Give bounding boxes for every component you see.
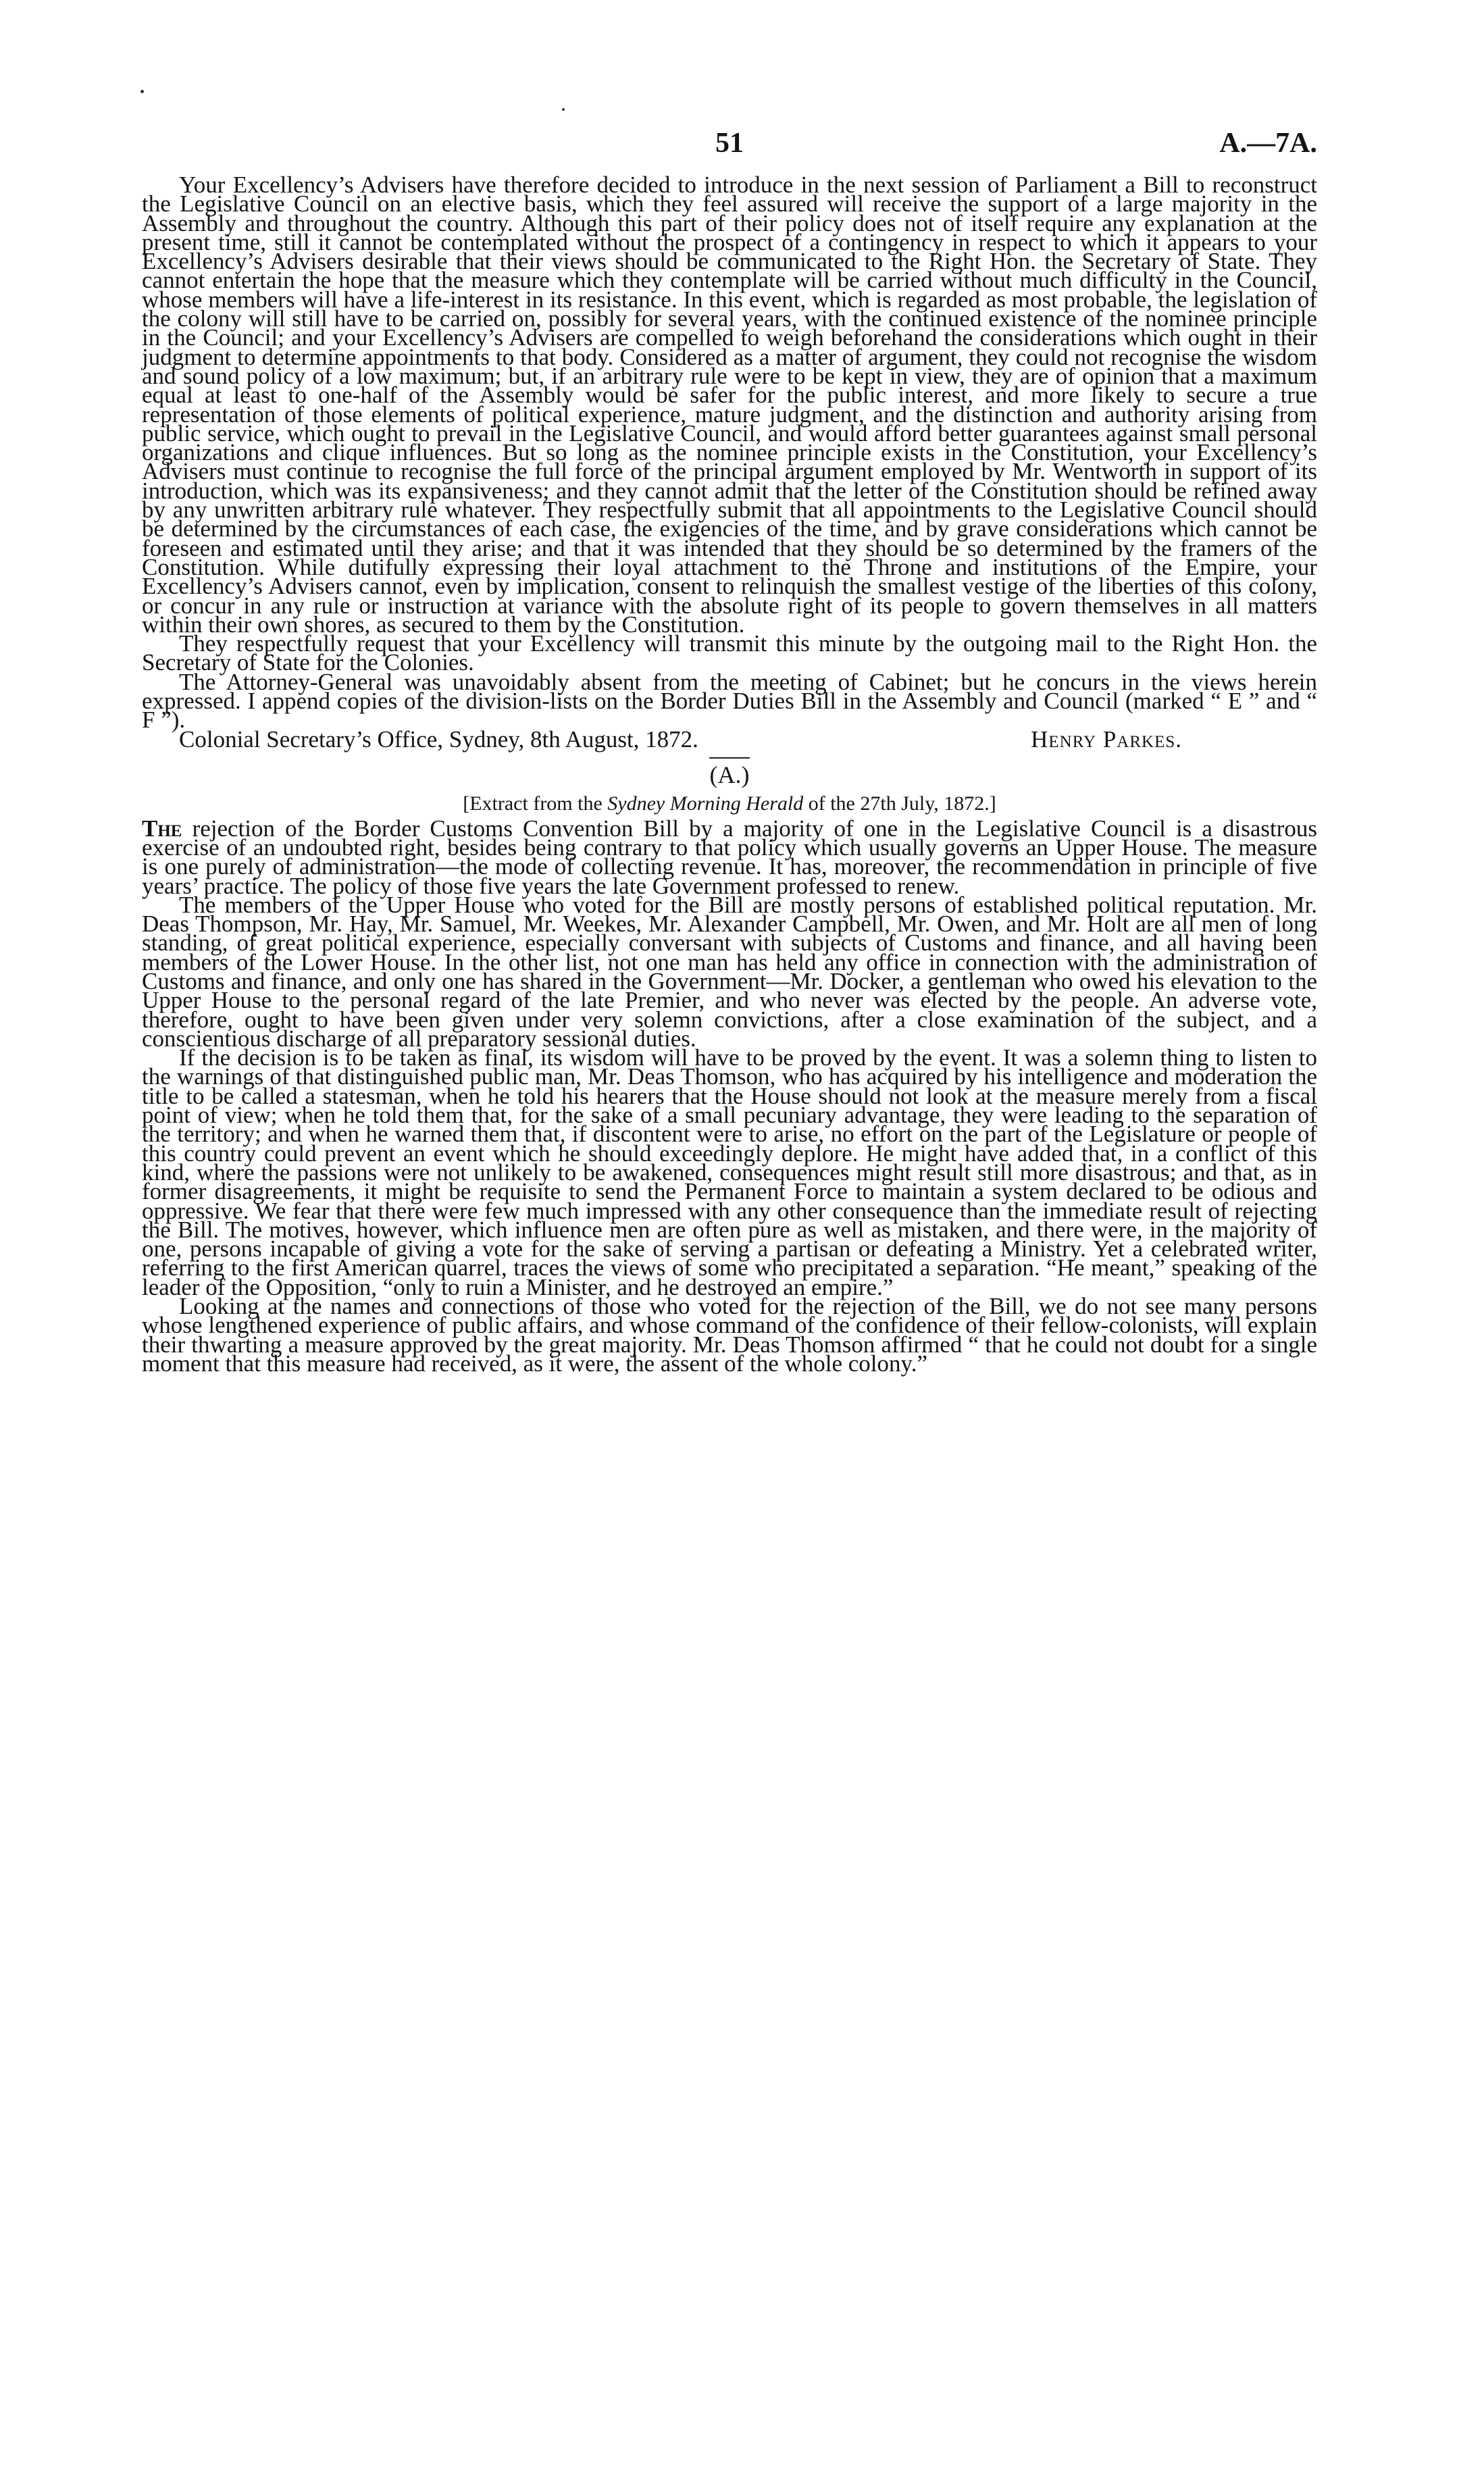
page-header	[142, 122, 1317, 176]
section-divider	[709, 757, 750, 759]
place-date: Colonial Secretary’s Office, Sydney, 8th August, 1872.	[179, 725, 698, 753]
appendix-a	[142, 761, 1318, 1377]
extract-source-note	[142, 794, 1317, 814]
document-page	[142, 122, 1318, 1377]
document-reference: A.—7A.	[1219, 128, 1317, 159]
appendix-label: (A.)	[709, 761, 750, 788]
appendix-paragraph: The members of the Upper House who voted for the Bill are mostly persons of established political reputation. Mr. Deas Thompson, Mr. Hay, Mr. Samuel, Mr. Weekes, Mr. Alexander Campbell, Mr. Owen, and Mr. Holt are all men of long standing, of great political experience, especially conversant with subjects of Customs and finance, and all having been members of the Lower House. In the other list, not one man has held any office in connection with the administration of Customs and finance, and only one has shared in the Government—Mr. Docker, a gentleman who owed his elevation to the Upper House to the personal regard of the late Premier, and who never was elected by the people. An adverse vote, therefore, ought to have been given under very solemn convictions, after a close examination of the subject, and a conscientious discharge of all preparatory sessional duties.	[142, 891, 1317, 1052]
appendix-paragraph-text: rejection of the Border Customs Convention Bill by a majority of one in the Legislative Council is a disastrous exercise of an undoubted right, besides being contrary to that policy which usually governs an Upper House. The measure is one purely of administration—the mode of collecting revenue. It has, moreover, the recommendation in principle of five years’ practice. The policy of those five years the late Government professed to renew.	[142, 815, 1318, 899]
newspaper-title: Sydney Morning Herald	[607, 792, 804, 815]
minute-paragraph: The Attorney-General was unavoidably absent from the meeting of Cabinet; but he concurs in the views herein expressed. I append copies of the division-lists on the Border Duties Bill in the Assembly and Council (marked “ E ” and “ F ”).	[142, 668, 1317, 734]
signatory: Henry Parkes.	[1031, 725, 1182, 753]
appendix-paragraph	[142, 815, 1318, 899]
speck-mark	[140, 90, 144, 93]
speck-mark	[562, 108, 565, 111]
appendix-paragraph: Looking at the names and connections of those who voted for the rejection of the Bill, we do not see many persons whose lengthened experience of public affairs, and whose command of the confidence of their fellow-colonists, will explain their thwarting a measure approved by the great majority. Mr. Deas Thomson affirmed “ that he could not doubt for a single moment that this measure had received, as it were, the assent of the whole colony.”	[142, 1293, 1317, 1377]
extract-suffix: of the 27th July, 1872.]	[808, 792, 996, 815]
page-number: 51	[715, 128, 744, 159]
extract-prefix: [Extract from the	[463, 792, 603, 815]
lead-word: The	[142, 815, 182, 842]
minute-paragraph: They respectfully request that your Excellency will transmit this minute by the outgoing mail to the Right Hon. the Secretary of State for the Colonies.	[142, 630, 1317, 676]
signature-line	[142, 725, 1317, 753]
appendix-paragraph: If the decision is to be taken as final, its wisdom will have to be proved by the event. It was a solemn thing to listen to the warnings of that distinguished public man, Mr. Deas Thomson, who has acquired by his intelligence and moderation the title to be called a statesman, when he told his hearers that the House should not look at the measure merely from a fiscal point of view; when he told them that, for the sake of a small pecuniary advantage, they were leading to the separation of the territory; and when he warned them that, if discontent were to arise, no effort on the part of the Legislature or people of this country could prevent an event which he should exceedingly deplore. He might have added that, in a conflict of this kind, where the passions were not unlikely to be awakened, consequences might result still more disastrous; and that, as in former disagreements, it might be requisite to send the Permanent Force to maintain a system declared to be odious and oppressive. We fear that there were few much impressed with any other consequence than the immediate result of rejecting the Bill. The motives, however, which influence men are often pure as well as mistaken, and there were, in the majority of one, persons incapable of giving a vote for the sake of serving a partisan or defeating a Ministry. Yet a celebrated writer, referring to the first American quarrel, traces the views of some who precipitated a separation. “He meant,” speaking of the leader of the Opposition, “only to ruin a Minister, and he destroyed an empire.”	[142, 1044, 1317, 1300]
cabinet-minute	[142, 172, 1317, 753]
minute-paragraph: Your Excellency’s Advisers have therefore decided to introduce in the next session of Parliament a Bill to reconstruct the Legislative Council on an elective basis, which they feel assured will receive the support of a large majority in the Assembly and throughout the country. Although this part of their policy does not of itself require any explanation at the present time, still it cannot be contemplated without the prospect of a contingency in respect to which it appears to your Excellency’s Advisers desirable that their views should be communicated to the Right Hon. the Secretary of State. They cannot entertain the hope that the measure which they contemplate will be carried without much difficulty in the Council, whose members will have a life-interest in its resistance. In this event, which is regarded as most probable, the legislation of the colony will still have to be carried on, possibly for several years, with the continued existence of the nominee principle in the Council; and your Excellency’s Advisers are compelled to weigh beforehand the considerations which ought in their judgment to determine appointments to that body. Considered as a matter of argument, they could not recognise the wisdom and sound policy of a low maximum; but, if an arbitrary rule were to be kept in view, they are of opinion that a maximum equal at least to one-half of the Assembly would be safer for the public interest, and more likely to secure a true representation of those elements of political experience, mature judgment, and the distinction and authority arising from public service, which ought to prevail in the Legislative Council, and would afford better guarantees against small personal organizations and clique influences. But so long as the nominee principle exists in the Constitution, your Excellency’s Advisers must continue to recognise the full force of the principal argument employed by Mr. Wentworth in support of its introduction, which was its expansiveness; and they cannot admit that the letter of the Constitution should be refined away by any unwritten arbitrary rule whatever. They respectfully submit that all appointments to the Legislative Council should be determined by the circumstances of each case, the exigencies of the time, and by grave considerations which cannot be foreseen and estimated until they arise; and that it was intended that they should be so determined by the framers of the Constitution. While dutifully expressing their loyal attachment to the Throne and institutions of the Empire, your Excellency’s Advisers cannot, even by implication, consent to relinquish the smallest vestige of the liberties of this colony, or concur in any rule or instruction at variance with the absolute right of its people to govern themselves in all matters within their own shores, as secured to them by the Constitution.	[142, 172, 1317, 638]
